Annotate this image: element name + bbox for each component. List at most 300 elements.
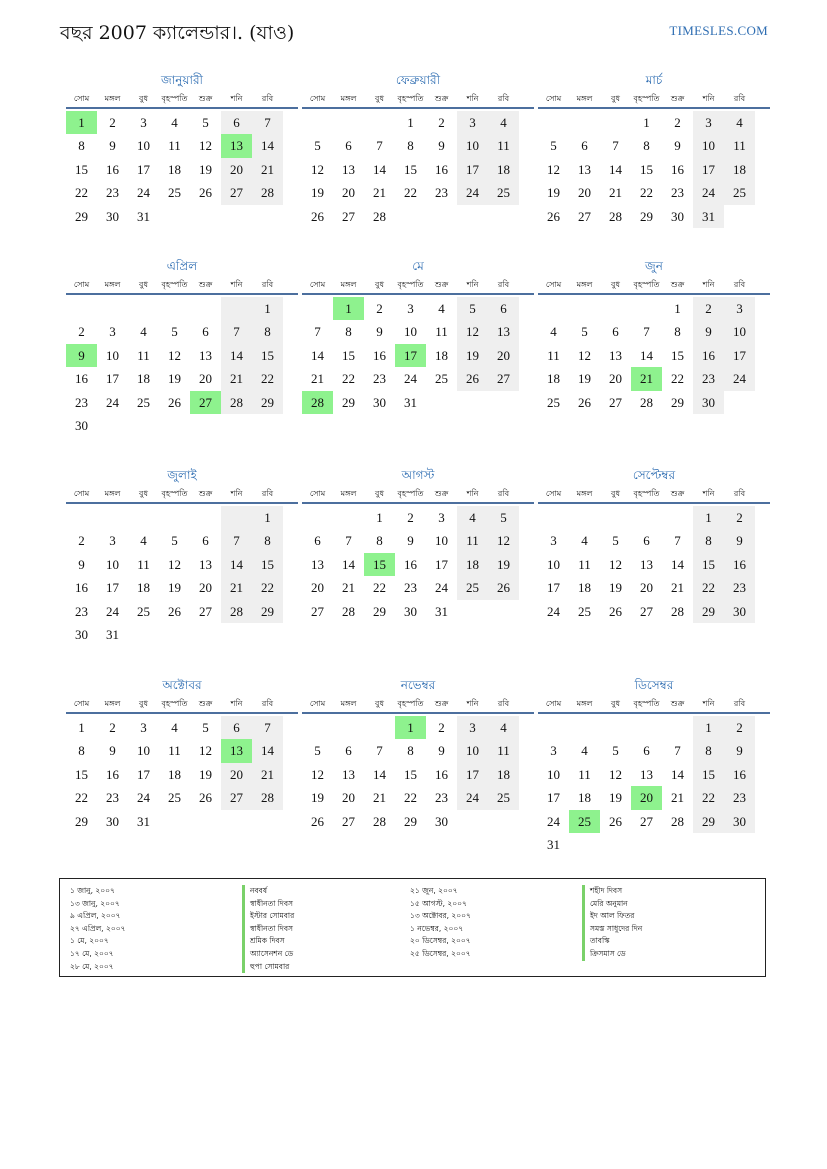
day-cell[interactable]: 21 bbox=[252, 158, 283, 181]
day-cell[interactable]: 30 bbox=[724, 600, 755, 623]
day-cell[interactable]: 13 bbox=[342, 766, 355, 782]
day-cell[interactable]: 23 bbox=[724, 576, 755, 599]
day-cell[interactable]: 30 bbox=[693, 391, 724, 414]
day-cell[interactable]: 26 bbox=[311, 813, 324, 829]
day-cell[interactable]: 24 bbox=[547, 603, 560, 619]
day-cell[interactable]: 16 bbox=[373, 347, 386, 363]
day-cell[interactable]: 26 bbox=[199, 790, 212, 806]
day-cell[interactable]: 24 bbox=[435, 580, 448, 596]
day-cell[interactable]: 19 bbox=[547, 185, 560, 201]
day-cell[interactable]: 22 bbox=[693, 786, 724, 809]
day-cell[interactable]: 7 bbox=[252, 111, 283, 134]
day-cell[interactable]: 16 bbox=[724, 553, 755, 576]
day-cell[interactable]: 18 bbox=[488, 763, 519, 786]
day-cell[interactable]: 28 bbox=[221, 600, 252, 623]
day-cell[interactable]: 30 bbox=[75, 417, 88, 433]
day-cell[interactable]: 16 bbox=[106, 766, 119, 782]
day-cell[interactable]: 25 bbox=[488, 786, 519, 809]
day-cell[interactable]: 19 bbox=[199, 766, 212, 782]
day-cell[interactable]: 14 bbox=[342, 556, 355, 572]
day-cell[interactable]: 2 bbox=[407, 510, 414, 525]
day-cell[interactable]: 15 bbox=[404, 766, 417, 782]
day-cell[interactable]: 19 bbox=[609, 790, 622, 806]
day-cell[interactable]: 1 bbox=[78, 720, 85, 735]
day-cell[interactable]: 12 bbox=[457, 320, 488, 343]
day-cell[interactable]: 16 bbox=[75, 580, 88, 596]
day-cell[interactable]: 16 bbox=[75, 371, 88, 387]
day-cell[interactable]: 29 bbox=[75, 813, 88, 829]
day-cell[interactable]: 30 bbox=[373, 394, 386, 410]
day-cell[interactable]: 6 bbox=[345, 138, 352, 154]
day-cell[interactable]: 10 bbox=[106, 556, 119, 572]
day-cell[interactable]: 8 bbox=[674, 324, 681, 340]
day-cell[interactable]: 29 bbox=[252, 391, 283, 414]
day-cell[interactable]: 1 bbox=[66, 111, 97, 134]
day-cell[interactable]: 12 bbox=[488, 529, 519, 552]
day-cell[interactable]: 5 bbox=[612, 533, 619, 549]
day-cell[interactable]: 3 bbox=[109, 324, 116, 340]
day-cell[interactable]: 8 bbox=[78, 138, 85, 154]
day-cell[interactable]: 5 bbox=[488, 506, 519, 529]
day-cell[interactable]: 10 bbox=[457, 134, 488, 157]
day-cell[interactable]: 30 bbox=[435, 813, 448, 829]
day-cell[interactable]: 12 bbox=[311, 161, 324, 177]
day-cell[interactable]: 9 bbox=[78, 556, 85, 572]
day-cell[interactable]: 30 bbox=[106, 208, 119, 224]
day-cell[interactable]: 12 bbox=[609, 766, 622, 782]
site-link[interactable]: TIMESLES.COM bbox=[669, 23, 768, 38]
day-cell[interactable]: 8 bbox=[345, 324, 352, 340]
day-cell[interactable]: 15 bbox=[640, 161, 653, 177]
day-cell[interactable]: 1 bbox=[395, 716, 426, 739]
day-cell[interactable]: 9 bbox=[724, 739, 755, 762]
day-cell[interactable]: 20 bbox=[311, 580, 324, 596]
day-cell[interactable]: 23 bbox=[373, 371, 386, 387]
day-cell[interactable]: 29 bbox=[75, 208, 88, 224]
day-cell[interactable]: 1 bbox=[333, 297, 364, 320]
day-cell[interactable]: 23 bbox=[106, 185, 119, 201]
day-cell[interactable]: 9 bbox=[376, 324, 383, 340]
day-cell[interactable]: 19 bbox=[168, 371, 181, 387]
day-cell[interactable]: 26 bbox=[168, 394, 181, 410]
day-cell[interactable]: 2 bbox=[438, 115, 445, 130]
day-cell[interactable]: 15 bbox=[252, 553, 283, 576]
day-cell[interactable]: 13 bbox=[640, 556, 653, 572]
day-cell[interactable]: 16 bbox=[724, 763, 755, 786]
day-cell[interactable]: 24 bbox=[693, 181, 724, 204]
day-cell[interactable]: 28 bbox=[609, 208, 622, 224]
day-cell[interactable]: 9 bbox=[693, 320, 724, 343]
day-cell[interactable]: 6 bbox=[643, 533, 650, 549]
day-cell[interactable]: 4 bbox=[550, 324, 557, 340]
day-cell[interactable]: 27 bbox=[488, 367, 519, 390]
day-cell[interactable]: 3 bbox=[550, 533, 557, 549]
day-cell[interactable]: 15 bbox=[75, 766, 88, 782]
day-cell[interactable]: 19 bbox=[199, 161, 212, 177]
day-cell[interactable]: 22 bbox=[342, 371, 355, 387]
day-cell[interactable]: 5 bbox=[612, 743, 619, 759]
day-cell[interactable]: 3 bbox=[109, 533, 116, 549]
day-cell[interactable]: 19 bbox=[311, 185, 324, 201]
day-cell[interactable]: 29 bbox=[671, 394, 684, 410]
day-cell[interactable]: 16 bbox=[693, 344, 724, 367]
day-cell[interactable]: 17 bbox=[547, 580, 560, 596]
day-cell[interactable]: 12 bbox=[199, 743, 212, 759]
day-cell[interactable]: 10 bbox=[693, 134, 724, 157]
day-cell[interactable]: 2 bbox=[674, 115, 681, 130]
day-cell[interactable]: 1 bbox=[693, 716, 724, 739]
day-cell[interactable]: 15 bbox=[404, 161, 417, 177]
day-cell[interactable]: 18 bbox=[137, 580, 150, 596]
day-cell[interactable]: 9 bbox=[438, 138, 445, 154]
day-cell[interactable]: 19 bbox=[488, 553, 519, 576]
day-cell[interactable]: 16 bbox=[435, 161, 448, 177]
day-cell[interactable]: 18 bbox=[578, 580, 591, 596]
day-cell[interactable]: 14 bbox=[373, 766, 386, 782]
day-cell[interactable]: 3 bbox=[457, 716, 488, 739]
day-cell[interactable]: 11 bbox=[435, 324, 448, 340]
day-cell[interactable]: 23 bbox=[404, 580, 417, 596]
day-cell[interactable]: 9 bbox=[109, 138, 116, 154]
day-cell[interactable]: 10 bbox=[404, 324, 417, 340]
day-cell[interactable]: 23 bbox=[693, 367, 724, 390]
day-cell[interactable]: 21 bbox=[252, 763, 283, 786]
day-cell[interactable]: 4 bbox=[457, 506, 488, 529]
day-cell[interactable]: 18 bbox=[435, 347, 448, 363]
day-cell[interactable]: 9 bbox=[66, 344, 97, 367]
day-cell[interactable]: 27 bbox=[190, 391, 221, 414]
day-cell[interactable]: 20 bbox=[640, 580, 653, 596]
day-cell[interactable]: 21 bbox=[221, 576, 252, 599]
day-cell[interactable]: 3 bbox=[140, 720, 147, 735]
day-cell[interactable]: 6 bbox=[488, 297, 519, 320]
day-cell[interactable]: 17 bbox=[457, 763, 488, 786]
day-cell[interactable]: 31 bbox=[547, 836, 560, 852]
day-cell[interactable]: 25 bbox=[137, 603, 150, 619]
day-cell[interactable]: 26 bbox=[199, 185, 212, 201]
day-cell[interactable]: 12 bbox=[168, 556, 181, 572]
day-cell[interactable]: 5 bbox=[171, 324, 178, 340]
day-cell[interactable]: 2 bbox=[109, 115, 116, 130]
day-cell[interactable]: 6 bbox=[314, 533, 321, 549]
day-cell[interactable]: 2 bbox=[438, 720, 445, 735]
day-cell[interactable]: 7 bbox=[376, 743, 383, 759]
day-cell[interactable]: 10 bbox=[457, 739, 488, 762]
day-cell[interactable]: 24 bbox=[724, 367, 755, 390]
day-cell[interactable]: 1 bbox=[376, 510, 383, 525]
day-cell[interactable]: 1 bbox=[252, 297, 283, 320]
day-cell[interactable]: 7 bbox=[674, 533, 681, 549]
day-cell[interactable]: 3 bbox=[724, 297, 755, 320]
day-cell[interactable]: 6 bbox=[202, 533, 209, 549]
day-cell[interactable]: 18 bbox=[137, 371, 150, 387]
day-cell[interactable]: 19 bbox=[168, 580, 181, 596]
day-cell[interactable]: 24 bbox=[137, 790, 150, 806]
day-cell[interactable]: 12 bbox=[609, 556, 622, 572]
day-cell[interactable]: 21 bbox=[373, 185, 386, 201]
day-cell[interactable]: 2 bbox=[78, 324, 85, 340]
day-cell[interactable]: 3 bbox=[438, 510, 445, 525]
day-cell[interactable]: 4 bbox=[581, 533, 588, 549]
day-cell[interactable]: 11 bbox=[168, 743, 181, 759]
day-cell[interactable]: 6 bbox=[221, 111, 252, 134]
day-cell[interactable]: 7 bbox=[376, 138, 383, 154]
day-cell[interactable]: 22 bbox=[640, 185, 653, 201]
day-cell[interactable]: 22 bbox=[75, 790, 88, 806]
day-cell[interactable]: 21 bbox=[373, 790, 386, 806]
day-cell[interactable]: 6 bbox=[202, 324, 209, 340]
day-cell[interactable]: 9 bbox=[109, 743, 116, 759]
day-cell[interactable]: 15 bbox=[693, 553, 724, 576]
day-cell[interactable]: 8 bbox=[693, 739, 724, 762]
day-cell[interactable]: 18 bbox=[168, 161, 181, 177]
day-cell[interactable]: 24 bbox=[457, 786, 488, 809]
day-cell[interactable]: 25 bbox=[168, 185, 181, 201]
day-cell[interactable]: 31 bbox=[137, 813, 150, 829]
day-cell[interactable]: 11 bbox=[488, 134, 519, 157]
day-cell[interactable]: 29 bbox=[693, 600, 724, 623]
day-cell[interactable]: 10 bbox=[547, 556, 560, 572]
day-cell[interactable]: 9 bbox=[674, 138, 681, 154]
day-cell[interactable]: 15 bbox=[252, 344, 283, 367]
day-cell[interactable]: 31 bbox=[106, 626, 119, 642]
day-cell[interactable]: 27 bbox=[221, 181, 252, 204]
day-cell[interactable]: 17 bbox=[693, 158, 724, 181]
day-cell[interactable]: 29 bbox=[373, 603, 386, 619]
day-cell[interactable]: 19 bbox=[311, 790, 324, 806]
day-cell[interactable]: 21 bbox=[609, 185, 622, 201]
day-cell[interactable]: 8 bbox=[376, 533, 383, 549]
day-cell[interactable]: 15 bbox=[364, 553, 395, 576]
day-cell[interactable]: 28 bbox=[671, 813, 684, 829]
day-cell[interactable]: 14 bbox=[311, 347, 324, 363]
day-cell[interactable]: 11 bbox=[457, 529, 488, 552]
day-cell[interactable]: 5 bbox=[202, 720, 209, 735]
day-cell[interactable]: 20 bbox=[609, 371, 622, 387]
day-cell[interactable]: 13 bbox=[199, 347, 212, 363]
day-cell[interactable]: 8 bbox=[407, 743, 414, 759]
day-cell[interactable]: 14 bbox=[373, 161, 386, 177]
day-cell[interactable]: 2 bbox=[78, 533, 85, 549]
day-cell[interactable]: 31 bbox=[693, 205, 724, 228]
day-cell[interactable]: 1 bbox=[674, 301, 681, 316]
day-cell[interactable]: 10 bbox=[724, 320, 755, 343]
day-cell[interactable]: 2 bbox=[724, 716, 755, 739]
day-cell[interactable]: 17 bbox=[457, 158, 488, 181]
day-cell[interactable]: 24 bbox=[106, 603, 119, 619]
day-cell[interactable]: 26 bbox=[547, 208, 560, 224]
day-cell[interactable]: 7 bbox=[252, 716, 283, 739]
day-cell[interactable]: 23 bbox=[435, 185, 448, 201]
day-cell[interactable]: 23 bbox=[724, 786, 755, 809]
day-cell[interactable]: 16 bbox=[671, 161, 684, 177]
day-cell[interactable]: 4 bbox=[438, 301, 445, 316]
day-cell[interactable]: 3 bbox=[550, 743, 557, 759]
day-cell[interactable]: 7 bbox=[314, 324, 321, 340]
day-cell[interactable]: 16 bbox=[404, 556, 417, 572]
day-cell[interactable]: 24 bbox=[457, 181, 488, 204]
day-cell[interactable]: 18 bbox=[488, 158, 519, 181]
day-cell[interactable]: 30 bbox=[404, 603, 417, 619]
day-cell[interactable]: 12 bbox=[199, 138, 212, 154]
day-cell[interactable]: 1 bbox=[643, 115, 650, 130]
day-cell[interactable]: 25 bbox=[724, 181, 755, 204]
day-cell[interactable]: 20 bbox=[342, 185, 355, 201]
day-cell[interactable]: 18 bbox=[547, 371, 560, 387]
day-cell[interactable]: 28 bbox=[671, 603, 684, 619]
day-cell[interactable]: 6 bbox=[612, 324, 619, 340]
day-cell[interactable]: 2 bbox=[724, 506, 755, 529]
day-cell[interactable]: 10 bbox=[137, 743, 150, 759]
day-cell[interactable]: 15 bbox=[671, 347, 684, 363]
day-cell[interactable]: 8 bbox=[643, 138, 650, 154]
day-cell[interactable]: 23 bbox=[75, 603, 88, 619]
day-cell[interactable]: 17 bbox=[724, 344, 755, 367]
day-cell[interactable]: 10 bbox=[435, 533, 448, 549]
day-cell[interactable]: 17 bbox=[435, 556, 448, 572]
day-cell[interactable]: 20 bbox=[342, 790, 355, 806]
day-cell[interactable]: 2 bbox=[109, 720, 116, 735]
day-cell[interactable]: 23 bbox=[671, 185, 684, 201]
day-cell[interactable]: 7 bbox=[345, 533, 352, 549]
day-cell[interactable]: 3 bbox=[457, 111, 488, 134]
day-cell[interactable]: 7 bbox=[674, 743, 681, 759]
day-cell[interactable]: 22 bbox=[75, 185, 88, 201]
day-cell[interactable]: 15 bbox=[75, 161, 88, 177]
day-cell[interactable]: 22 bbox=[252, 576, 283, 599]
day-cell[interactable]: 15 bbox=[693, 763, 724, 786]
day-cell[interactable]: 21 bbox=[221, 367, 252, 390]
day-cell[interactable]: 18 bbox=[457, 553, 488, 576]
day-cell[interactable]: 9 bbox=[438, 743, 445, 759]
day-cell[interactable]: 5 bbox=[550, 138, 557, 154]
day-cell[interactable]: 10 bbox=[137, 138, 150, 154]
day-cell[interactable]: 13 bbox=[488, 320, 519, 343]
day-cell[interactable]: 7 bbox=[612, 138, 619, 154]
day-cell[interactable]: 28 bbox=[221, 391, 252, 414]
day-cell[interactable]: 26 bbox=[311, 208, 324, 224]
day-cell[interactable]: 30 bbox=[106, 813, 119, 829]
day-cell[interactable]: 25 bbox=[457, 576, 488, 599]
day-cell[interactable]: 23 bbox=[435, 790, 448, 806]
day-cell[interactable]: 21 bbox=[671, 790, 684, 806]
day-cell[interactable]: 22 bbox=[404, 185, 417, 201]
day-cell[interactable]: 4 bbox=[140, 324, 147, 340]
day-cell[interactable]: 4 bbox=[488, 111, 519, 134]
day-cell[interactable]: 21 bbox=[311, 371, 324, 387]
day-cell[interactable]: 20 bbox=[199, 580, 212, 596]
day-cell[interactable]: 1 bbox=[407, 115, 414, 130]
day-cell[interactable]: 8 bbox=[252, 320, 283, 343]
day-cell[interactable]: 14 bbox=[671, 556, 684, 572]
day-cell[interactable]: 17 bbox=[137, 766, 150, 782]
day-cell[interactable]: 31 bbox=[435, 603, 448, 619]
day-cell[interactable]: 19 bbox=[578, 371, 591, 387]
day-cell[interactable]: 25 bbox=[547, 394, 560, 410]
day-cell[interactable]: 21 bbox=[671, 580, 684, 596]
day-cell[interactable]: 17 bbox=[137, 161, 150, 177]
day-cell[interactable]: 14 bbox=[609, 161, 622, 177]
day-cell[interactable]: 28 bbox=[342, 603, 355, 619]
day-cell[interactable]: 31 bbox=[137, 208, 150, 224]
day-cell[interactable]: 22 bbox=[404, 790, 417, 806]
day-cell[interactable]: 12 bbox=[168, 347, 181, 363]
day-cell[interactable]: 28 bbox=[640, 394, 653, 410]
day-cell[interactable]: 22 bbox=[671, 371, 684, 387]
day-cell[interactable]: 4 bbox=[488, 716, 519, 739]
day-cell[interactable]: 6 bbox=[581, 138, 588, 154]
day-cell[interactable]: 19 bbox=[609, 580, 622, 596]
day-cell[interactable]: 11 bbox=[488, 739, 519, 762]
day-cell[interactable]: 5 bbox=[581, 324, 588, 340]
day-cell[interactable]: 1 bbox=[693, 506, 724, 529]
day-cell[interactable]: 29 bbox=[640, 208, 653, 224]
day-cell[interactable]: 7 bbox=[221, 529, 252, 552]
day-cell[interactable]: 8 bbox=[693, 529, 724, 552]
day-cell[interactable]: 25 bbox=[569, 810, 600, 833]
day-cell[interactable]: 14 bbox=[671, 766, 684, 782]
day-cell[interactable]: 13 bbox=[640, 766, 653, 782]
day-cell[interactable]: 31 bbox=[404, 394, 417, 410]
day-cell[interactable]: 21 bbox=[342, 580, 355, 596]
day-cell[interactable]: 11 bbox=[137, 347, 150, 363]
day-cell[interactable]: 23 bbox=[75, 394, 88, 410]
day-cell[interactable]: 27 bbox=[640, 813, 653, 829]
day-cell[interactable]: 17 bbox=[547, 790, 560, 806]
day-cell[interactable]: 5 bbox=[314, 138, 321, 154]
day-cell[interactable]: 3 bbox=[693, 111, 724, 134]
day-cell[interactable]: 12 bbox=[547, 161, 560, 177]
day-cell[interactable]: 13 bbox=[199, 556, 212, 572]
day-cell[interactable]: 4 bbox=[724, 111, 755, 134]
day-cell[interactable]: 28 bbox=[252, 786, 283, 809]
day-cell[interactable]: 26 bbox=[578, 394, 591, 410]
day-cell[interactable]: 14 bbox=[640, 347, 653, 363]
day-cell[interactable]: 28 bbox=[373, 208, 386, 224]
day-cell[interactable]: 7 bbox=[221, 320, 252, 343]
day-cell[interactable]: 22 bbox=[693, 576, 724, 599]
day-cell[interactable]: 4 bbox=[581, 743, 588, 759]
day-cell[interactable]: 24 bbox=[547, 813, 560, 829]
day-cell[interactable]: 22 bbox=[373, 580, 386, 596]
day-cell[interactable]: 11 bbox=[578, 766, 591, 782]
day-cell[interactable]: 25 bbox=[137, 394, 150, 410]
day-cell[interactable]: 30 bbox=[724, 810, 755, 833]
day-cell[interactable]: 30 bbox=[75, 626, 88, 642]
day-cell[interactable]: 27 bbox=[199, 603, 212, 619]
day-cell[interactable]: 28 bbox=[373, 813, 386, 829]
day-cell[interactable]: 27 bbox=[609, 394, 622, 410]
day-cell[interactable]: 11 bbox=[578, 556, 591, 572]
day-cell[interactable]: 24 bbox=[404, 371, 417, 387]
day-cell[interactable]: 26 bbox=[609, 813, 622, 829]
day-cell[interactable]: 25 bbox=[578, 603, 591, 619]
day-cell[interactable]: 14 bbox=[221, 344, 252, 367]
day-cell[interactable]: 14 bbox=[252, 134, 283, 157]
day-cell[interactable]: 18 bbox=[168, 766, 181, 782]
day-cell[interactable]: 20 bbox=[488, 344, 519, 367]
day-cell[interactable]: 27 bbox=[342, 813, 355, 829]
day-cell[interactable]: 6 bbox=[221, 716, 252, 739]
day-cell[interactable]: 13 bbox=[609, 347, 622, 363]
day-cell[interactable]: 2 bbox=[693, 297, 724, 320]
day-cell[interactable]: 10 bbox=[106, 347, 119, 363]
day-cell[interactable]: 4 bbox=[171, 720, 178, 735]
day-cell[interactable]: 5 bbox=[314, 743, 321, 759]
day-cell[interactable]: 14 bbox=[252, 739, 283, 762]
day-cell[interactable]: 5 bbox=[457, 297, 488, 320]
day-cell[interactable]: 4 bbox=[171, 115, 178, 130]
